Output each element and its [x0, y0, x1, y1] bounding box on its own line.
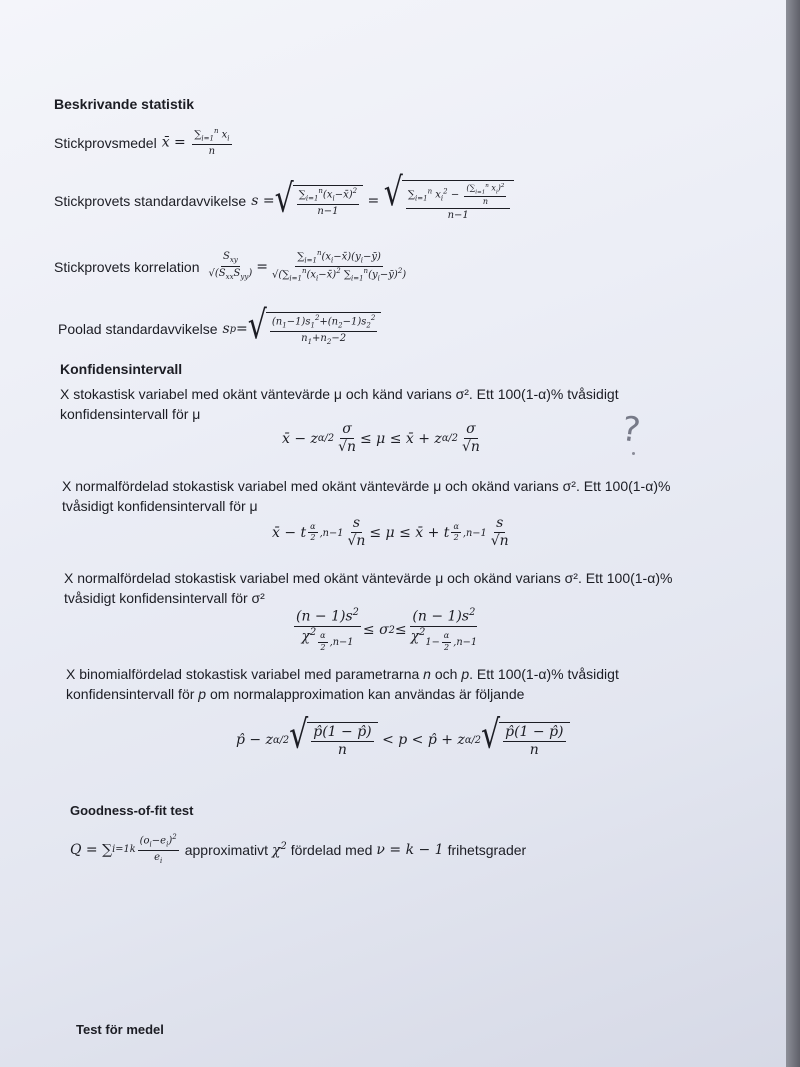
- confidence-p4-line2: konfidensintervall för p om normalapproximation kan användas är följande: [66, 686, 525, 702]
- formula-sd: [54, 169, 514, 222]
- formula-pooled: [58, 302, 381, 349]
- heading-descriptive: Beskrivande statistik: [54, 96, 195, 112]
- sd-label: Stickprovets standardavvikelse: [54, 192, 247, 209]
- gof-text-c: frihetsgrader: [447, 841, 527, 858]
- formula-gof: Q = ∑ i=1 k $\frac{(o_i-e_i)^2}{e_i}$ approximativt $\chi^2$ fördelad med ν = k − 1 frihetsgrader: [70, 833, 527, 866]
- handwritten-question-mark: ?: [619, 408, 643, 452]
- p4-text-b: och: [434, 666, 458, 682]
- gof-text-a: approximativt: [184, 841, 268, 858]
- p4-text-c: . Ett 100(1-α)% tvåsidigt: [469, 666, 619, 682]
- mean-label: Stickprovsmedel: [54, 134, 157, 151]
- gof-text-b: fördelad med: [290, 841, 373, 858]
- sd-formula: s = √ $\frac{\sum_{i=1}^n(x_i-x̄)^2}{n-1}$ = √ $\sum_{i=1}^n$ $x_i^2$ − $\frac{(\sum_{i=1}^n x_i)^2}{n}$ n−1: [251, 180, 514, 221]
- paper-edge-shadow: [786, 0, 800, 1067]
- confidence-p2: X normalfördelad stokastisk variabel med okänt väntevärde μ och okänd varians σ². Ett 100(1-α)% tvåsidigt konfidensintervall för μ: [62, 478, 671, 514]
- ci-mean-unknown-variance: x̄ − t $\frac{\alpha}{2}$ ,n−1 $\frac{s}{√n}$ ≤ μ ≤ x̄ + t $\frac{\alpha}{2}$ ,n−1 $\frac{s}{√n}$: [272, 515, 509, 550]
- confidence-p4-line1: X binomialfördelad stokastisk variabel med parametrarna n och p. Ett 100(1-α)% tvåsidigt: [66, 666, 619, 682]
- pooled-formula: s p = √ $\frac{(n_1-1)s_1^2+(n_2-1)s_2^2}{n_1+n_2-2}$: [223, 312, 382, 347]
- heading-confidence: Konfidensintervall: [60, 361, 183, 377]
- heading-gof: Goodness-of-fit test: [70, 803, 194, 818]
- ci-proportion: p̂ − z α/2 √ $\frac{p̂(1 - p̂)}{n}$ < p < p̂ + z α/2 √ $\frac{p̂(1 - p̂)}{n}$: [236, 722, 570, 759]
- ci-mean-known-variance: x̄ − z α/2 $\frac{\sigma}{√n}$ ≤ μ ≤ x̄ + z α/2 $\frac{\sigma}{√n}$: [282, 421, 480, 456]
- ci-variance: $(n - 1)s^2$ $\chi^2$ $_{\frac{\alpha}{2} ,n-1}$ ≤ σ 2 ≤ $(n - 1)s^2$ $\chi^2_{1- \frac{\alpha}{2} ,n-1}$: [296, 607, 478, 652]
- p4-text-e: om normalapproximation kan användas är följande: [209, 686, 525, 702]
- corr-label: Stickprovets korrelation: [54, 258, 200, 275]
- p4-text-d: konfidensintervall för: [66, 686, 195, 702]
- corr-formula: $\frac{S_{xy}}{√(S_{xx}S_{yy})}$ = $\frac{\sum_{i=1}^n(x_i-x̄)(y_i-ȳ)}{√(\sum_{i=1}^n(x_i-x̄)^2 \sum_{i=1}^n(y_i-ȳ)^2)}$: [208, 249, 407, 283]
- gof-q-formula: Q = ∑ i=1 k $\frac{(o_i-e_i)^2}{e_i}$: [70, 833, 177, 866]
- confidence-p1: X stokastisk variabel med okänt väntevärde μ och känd varians σ². Ett 100(1-α)% tvåsidigt konfidensintervall för μ: [60, 386, 619, 422]
- heading-test-mean: Test för medel: [76, 1022, 164, 1037]
- handwritten-dot: [632, 452, 635, 455]
- formula-mean: [54, 128, 234, 157]
- pooled-label: Poolad standardavvikelse: [58, 321, 218, 338]
- mean-formula: x̄ = $\frac{\sum_{i=1}^n x_i}{n}$: [161, 127, 230, 158]
- p4-text-a: X binomialfördelad stokastisk variabel med parametrarna: [66, 666, 420, 682]
- confidence-p3: X normalfördelad stokastisk variabel med okänt väntevärde μ och okänd varians σ². Ett 100(1-α)% tvåsidigt konfidensintervall för σ²: [64, 570, 673, 606]
- formula-correlation: [54, 250, 410, 283]
